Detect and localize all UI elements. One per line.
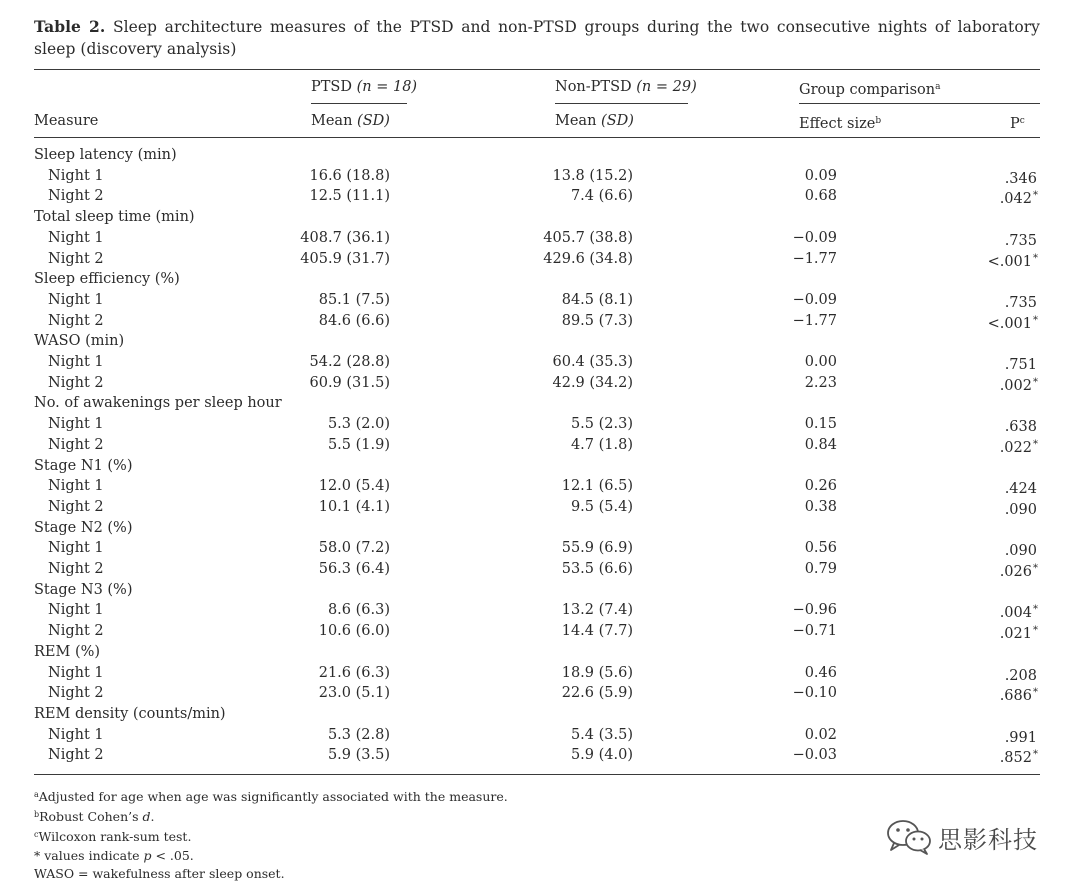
p-value-cell [930, 435, 1038, 458]
p-value: .735 [1004, 294, 1037, 311]
effect-size-value: −0.71 [792, 623, 837, 640]
p-value-cell [930, 311, 1038, 334]
effect-size-value: 0.68 [804, 188, 837, 205]
measure-group-row [0, 331, 1080, 352]
effect-size-value: −0.09 [792, 229, 837, 246]
table-row [0, 538, 1080, 559]
nonptsd-mean-sd: 22.6 (5.9) [561, 685, 633, 702]
ptsd-mean-sd: 5.3 (2.0) [327, 416, 390, 433]
measure-name: Stage N3 (%) [34, 581, 133, 598]
table-row [0, 166, 1080, 187]
night-label: Night 1 [48, 602, 104, 619]
bottom-rule [34, 774, 1040, 775]
ptsd-mean-sd: 5.9 (3.5) [327, 747, 390, 764]
nonptsd-n: (n = 29) [636, 79, 697, 95]
nonptsd-mean-sd: 12.1 (6.5) [561, 478, 633, 495]
p-value-cell [930, 186, 1038, 209]
p-value: .004 [999, 605, 1032, 622]
significance-star: * [1033, 563, 1038, 574]
nonptsd-mean-sd: 7.4 (6.6) [570, 188, 633, 205]
night-label: Night 1 [48, 167, 104, 184]
measure-name: Stage N1 (%) [34, 457, 133, 474]
nonptsd-mean-sd: 5.4 (3.5) [570, 726, 633, 743]
significance-star: * [1033, 604, 1038, 616]
table-row [0, 600, 1080, 621]
p-value: .090 [1004, 543, 1037, 560]
ptsd-mean-sd: 408.7 (36.1) [300, 229, 390, 246]
wechat-icon [886, 818, 932, 856]
p-value: .002 [999, 377, 1032, 394]
nonptsd-mean-sd: 405.7 (38.8) [543, 229, 633, 246]
table-row [0, 414, 1080, 435]
night-label: Night 1 [48, 726, 104, 743]
nonptsd-mean-sd: 429.6 (34.8) [543, 250, 633, 267]
effect-size-value: 0.02 [804, 726, 837, 743]
night-label: Night 2 [48, 250, 104, 267]
measure-name: WASO (min) [34, 333, 125, 350]
night-label: Night 2 [48, 747, 104, 764]
effect-size-value: 0.46 [804, 664, 837, 681]
group-comparison-header: Group comparison$^a$ [799, 82, 941, 98]
measure-name: REM density (counts/min) [34, 705, 226, 722]
table-row [0, 290, 1080, 311]
effect-size-value: −1.77 [792, 312, 837, 329]
measure-group-row [0, 269, 1080, 290]
p-value: .026 [999, 564, 1032, 580]
measure-group-row [0, 580, 1080, 601]
footnote-b: $^b$Robust Cohen’s d. [34, 809, 155, 825]
measure-group-row [0, 642, 1080, 663]
nonptsd-header: Non-PTSD (n = 29) [555, 79, 697, 95]
measure-header: Measure [34, 113, 99, 129]
p-value: .852 [999, 750, 1032, 767]
footnote-star: * values indicate p < .05. [34, 847, 194, 863]
significance-star: * [1033, 749, 1038, 761]
ptsd-mean-sd: 10.1 (4.1) [318, 498, 390, 515]
p-value-cell [930, 352, 1038, 375]
ptsd-mean-sd: 405.9 (31.7) [300, 250, 390, 267]
table-row [0, 228, 1080, 249]
night-label: Night 1 [48, 291, 104, 308]
nonptsd-mean-sd: 18.9 (5.6) [561, 664, 633, 681]
nonptsd-mean-sd: 14.4 (7.7) [561, 623, 633, 640]
table-caption [34, 16, 1040, 60]
nonptsd-mean-sd: 84.5 (8.1) [561, 291, 633, 308]
effect-size-value: −1.77 [792, 250, 837, 267]
nonptsd-mean-sd: 89.5 (7.3) [561, 312, 633, 329]
night-label: Night 2 [48, 188, 104, 205]
ptsd-n: (n = 18) [356, 79, 418, 95]
group-comparison-rule [799, 103, 1040, 104]
night-label: Night 1 [48, 354, 104, 370]
measure-group-row [0, 145, 1080, 166]
watermark [886, 818, 1038, 856]
p-value: .424 [1004, 481, 1037, 498]
p-value-cell [930, 249, 1038, 272]
p-value-cell [930, 538, 1038, 561]
p-value: <.001 [987, 253, 1032, 270]
nonptsd-mean-sd: 55.9 (6.9) [561, 540, 633, 557]
p-value: .208 [1004, 667, 1037, 684]
ptsd-mean-sd: 60.9 (31.5) [309, 374, 390, 391]
table-row [0, 352, 1080, 373]
ptsd-mean-sd: 85.1 (7.5) [318, 291, 390, 308]
night-label: Night 2 [48, 436, 104, 453]
footnote-a: $^a$Adjusted for age when age was significantly associated with the measure. [34, 789, 508, 804]
significance-star: * [1033, 376, 1038, 388]
footnote-waso: WASO = wakefulness after sleep onset. [34, 865, 285, 881]
effect-size-value: 0.00 [804, 354, 837, 370]
nonptsd-header-rule [555, 103, 688, 104]
table-row [0, 435, 1080, 456]
significance-star: * [1033, 687, 1038, 699]
p-value-cell [930, 166, 1038, 189]
p-value: .090 [1004, 501, 1037, 518]
ptsd-mean-sd: 10.6 (6.0) [318, 623, 390, 640]
ptsd-mean-sd: 12.5 (11.1) [309, 188, 390, 205]
ptsd-mean-sd: 5.3 (2.8) [327, 726, 390, 743]
table-row [0, 311, 1080, 332]
night-label: Night 2 [48, 561, 104, 577]
effect-size-value: −0.10 [792, 685, 837, 702]
p-value-cell [930, 621, 1038, 644]
significance-star: * [1033, 625, 1038, 637]
p-value-cell [930, 373, 1038, 396]
ptsd-mean-sd: 5.5 (1.9) [327, 436, 390, 453]
p-value: .638 [1004, 419, 1037, 436]
measure-group-row [0, 704, 1080, 725]
significance-star: * [1033, 438, 1038, 450]
measure-name: Sleep latency (min) [34, 147, 177, 163]
night-label: Night 1 [48, 540, 104, 557]
measure-name: REM (%) [34, 643, 101, 660]
p-value: .042 [999, 191, 1032, 208]
effect-size-value: 0.38 [804, 498, 837, 515]
night-label: Night 2 [48, 623, 104, 640]
ptsd-header-rule [311, 103, 407, 104]
p-value: .021 [999, 626, 1032, 643]
p-value-cell [930, 663, 1038, 686]
effect-size-value: −0.96 [792, 602, 837, 619]
p-value-cell [930, 290, 1038, 313]
night-label: Night 2 [48, 374, 104, 391]
table-label: Table 2. [34, 17, 106, 36]
p-value: .346 [1004, 170, 1037, 187]
night-label: Night 2 [48, 498, 104, 515]
footnote-c: $^c$Wilcoxon rank-sum test. [34, 829, 192, 845]
effect-size-value: −0.03 [792, 747, 837, 764]
nonptsd-mean-sd: 5.5 (2.3) [570, 416, 633, 433]
effect-size-value: 0.09 [804, 167, 837, 184]
night-label: Night 1 [48, 664, 104, 681]
p-value-cell [930, 683, 1038, 706]
significance-star: * [1033, 314, 1038, 326]
ptsd-mean-sd: 54.2 (28.8) [309, 354, 390, 370]
night-label: Night 2 [48, 685, 104, 702]
ptsd-mean-header: Mean (SD) [311, 113, 390, 129]
table-title: Sleep architecture measures of the PTSD and non-PTSD groups during the two consecutive nights of laboratory sleep (discovery analysis) [34, 18, 1040, 58]
ptsd-mean-sd: 23.0 (5.1) [318, 685, 390, 702]
top-rule [34, 69, 1040, 70]
effect-size-value: 0.26 [804, 478, 837, 495]
table-row [0, 683, 1080, 704]
watermark-text: 思影科技 [938, 825, 1038, 854]
nonptsd-mean-sd: 13.2 (7.4) [561, 602, 633, 619]
nonptsd-mean-sd: 42.9 (34.2) [552, 374, 633, 391]
ptsd-mean-sd: 84.6 (6.6) [318, 312, 390, 329]
measure-group-row [0, 456, 1080, 477]
table-row [0, 249, 1080, 270]
table-row [0, 621, 1080, 642]
measure-name: Total sleep time (min) [34, 209, 195, 226]
night-label: Night 1 [48, 416, 104, 433]
p-value: .991 [1004, 729, 1037, 746]
night-label: Night 2 [48, 312, 104, 329]
significance-star: * [1033, 252, 1038, 264]
measure-name: Sleep efficiency (%) [34, 271, 180, 288]
nonptsd-mean-sd: 5.9 (4.0) [570, 747, 633, 764]
ptsd-mean-sd: 56.3 (6.4) [318, 561, 390, 577]
ptsd-header: PTSD (n = 18) [311, 79, 418, 95]
effect-size-header: Effect size$^b$ [799, 116, 882, 132]
significance-star: * [1033, 190, 1038, 202]
table-row [0, 745, 1080, 766]
p-value-cell [930, 497, 1038, 520]
table-row [0, 476, 1080, 497]
night-label: Night 1 [48, 478, 104, 495]
header-bottom-rule [34, 137, 1040, 138]
p-value: .686 [999, 688, 1032, 705]
p-value: <.001 [987, 315, 1032, 332]
night-label: Night 1 [48, 229, 104, 246]
p-value: .022 [999, 439, 1032, 456]
measure-group-row [0, 393, 1080, 414]
p-value-cell [930, 745, 1038, 768]
nonptsd-mean-header: Mean (SD) [555, 113, 634, 129]
ptsd-mean-sd: 58.0 (7.2) [318, 540, 390, 557]
effect-size-value: 0.15 [804, 416, 837, 433]
table-row [0, 497, 1080, 518]
nonptsd-mean-sd: 13.8 (15.2) [552, 167, 633, 184]
p-value: .751 [1004, 357, 1037, 373]
measure-group-row [0, 518, 1080, 539]
nonptsd-mean-sd: 4.7 (1.8) [570, 436, 633, 453]
ptsd-mean-sd: 8.6 (6.3) [327, 602, 390, 619]
p-value-cell [930, 600, 1038, 623]
p-value-cell [930, 414, 1038, 437]
p-value-cell [930, 559, 1038, 582]
table-row [0, 373, 1080, 394]
nonptsd-mean-sd: 9.5 (5.4) [570, 498, 633, 515]
effect-size-value: 0.56 [804, 540, 837, 557]
effect-size-value: −0.09 [792, 291, 837, 308]
p-header: $P^c$ [1010, 116, 1025, 132]
footnotes [34, 786, 508, 883]
p-value: .735 [1004, 232, 1037, 249]
nonptsd-mean-sd: 53.5 (6.6) [561, 561, 633, 577]
ptsd-mean-sd: 12.0 (5.4) [318, 478, 390, 495]
p-value-cell [930, 228, 1038, 251]
effect-size-value: 0.84 [804, 436, 837, 453]
table-row [0, 725, 1080, 746]
ptsd-mean-sd: 21.6 (6.3) [318, 664, 390, 681]
table-row [0, 186, 1080, 207]
measure-name: Stage N2 (%) [34, 519, 133, 536]
table-row [0, 663, 1080, 684]
p-value-cell [930, 476, 1038, 499]
effect-size-value: 2.23 [804, 374, 837, 391]
measure-name: No. of awakenings per sleep hour [34, 395, 282, 412]
p-value-cell [930, 725, 1038, 748]
measure-group-row [0, 207, 1080, 228]
effect-size-value: 0.79 [804, 561, 837, 577]
table-row [0, 559, 1080, 580]
nonptsd-mean-sd: 60.4 (35.3) [552, 354, 633, 370]
ptsd-mean-sd: 16.6 (18.8) [309, 167, 390, 184]
